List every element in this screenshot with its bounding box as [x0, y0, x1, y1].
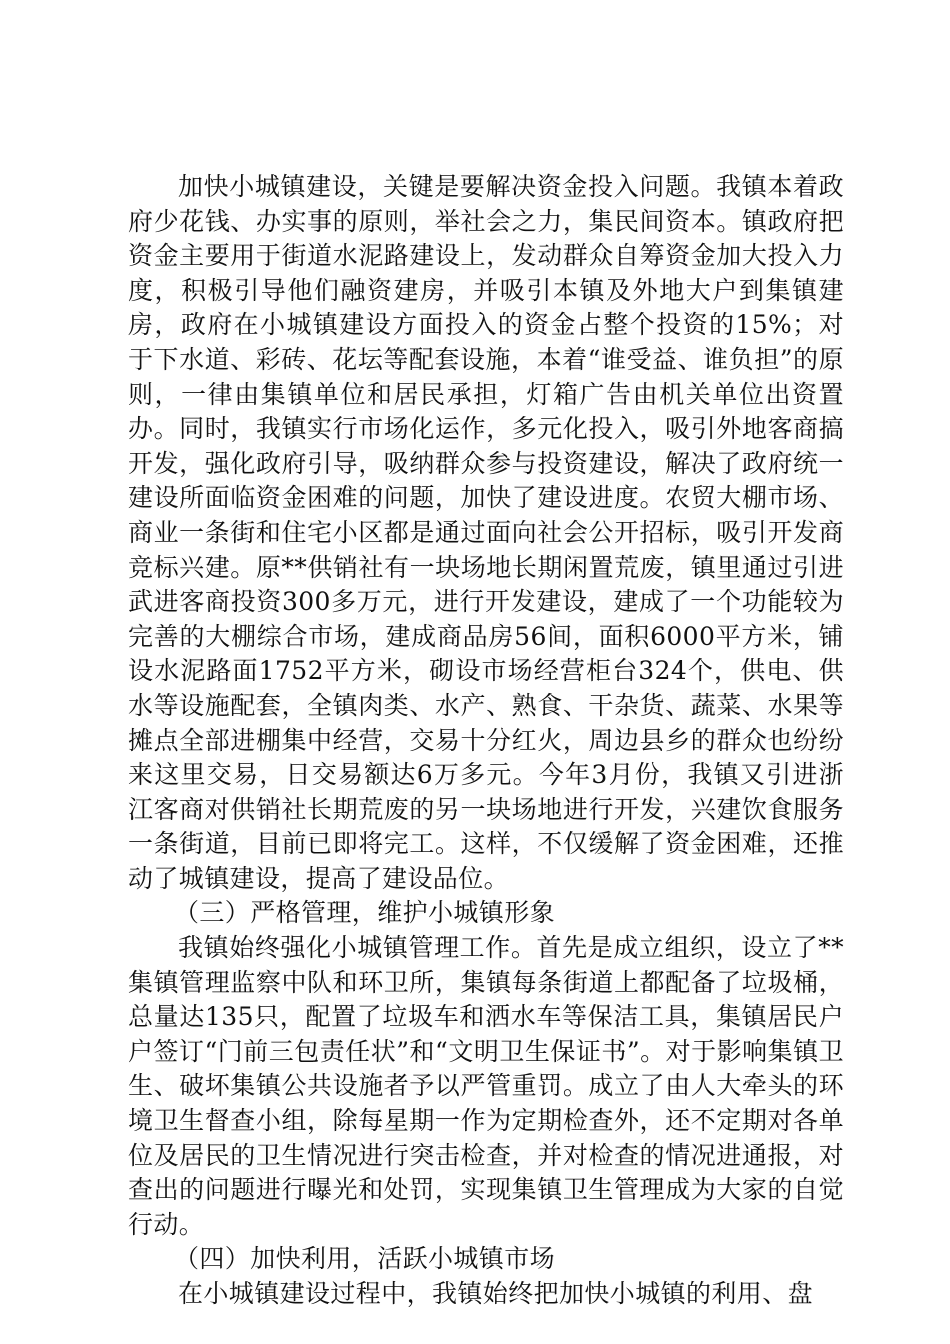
paragraph-management: 我镇始终强化小城镇管理工作。首先是成立组织，设立了**集镇管理监察中队和环卫所，集镇每条街道上都配备了垃圾桶，总量达135只，配置了垃圾车和洒水车等保洁工具，集镇居民户户签订“门前三包责任状”和“文明卫生保证书”。对于影响集镇卫生、破坏集镇公共设施者予以严管重罚。成立了由人大牵头的环境卫生督查小组，除每星期一作为定期检查外，还不定期对各单位及居民的卫生情况进行突击检查，并对检查的情况进通报，对查出的问题进行曝光和处罚，实现集镇卫生管理成为大家的自觉行动。: [128, 933, 844, 1239]
paragraph-utilization: 在小城镇建设过程中，我镇始终把加快小城镇的利用、盘: [178, 1279, 814, 1308]
document-body: [128, 170, 844, 1312]
section-heading-3: （三）严格管理，维护小城镇形象: [174, 898, 556, 928]
paragraph-funding: 加快小城镇建设，关键是要解决资金投入问题。我镇本着政府少花钱、办实事的原则，举社会之力，集民间资本。镇政府把资金主要用于街道水泥路建设上，发动群众自筹资金加大投入力度，积极引导他们融资建房，并吸引本镇及外地大户到集镇建房，政府在小城镇建设方面投入的资金占整个投资的15%；对于下水道、彩砖、花坛等配套设施，本着“谁受益、谁负担”的原则，一律由集镇单位和居民承担，灯箱广告由机关单位出资置办。同时，我镇实行市场化运作，多元化投入，吸引外地客商搞开发，强化政府引导，吸纳群众参与投资建设，解决了政府统一建设所面临资金困难的问题，加快了建设进度。农贸大棚市场、商业一条街和住宅小区都是通过面向社会公开招标，吸引开发商竞标兴建。原**供销社有一块场地长期闲置荒废，镇里通过引进武进客商投资300多万元，进行开发建设，建成了一个功能较为完善的大棚综合市场，建成商品房56间，面积6000平方米，铺设水泥路面1752平方米，砌设市场经营柜台324个，供电、供水等设施配套，全镇肉类、水产、熟食、干杂货、蔬菜、水果等摊点全部进棚集中经营，交易十分红火，周边县乡的群众也纷纷来这里交易，日交易额达6万多元。今年3月份，我镇又引进浙江客商对供销社长期荒废的另一块场地进行开发，兴建饮食服务一条街道，目前已即将完工。这样，不仅缓解了资金困难，还推动了城镇建设，提高了建设品位。: [128, 172, 844, 893]
section-heading-4: （四）加快利用，活跃小城镇市场: [174, 1244, 556, 1274]
